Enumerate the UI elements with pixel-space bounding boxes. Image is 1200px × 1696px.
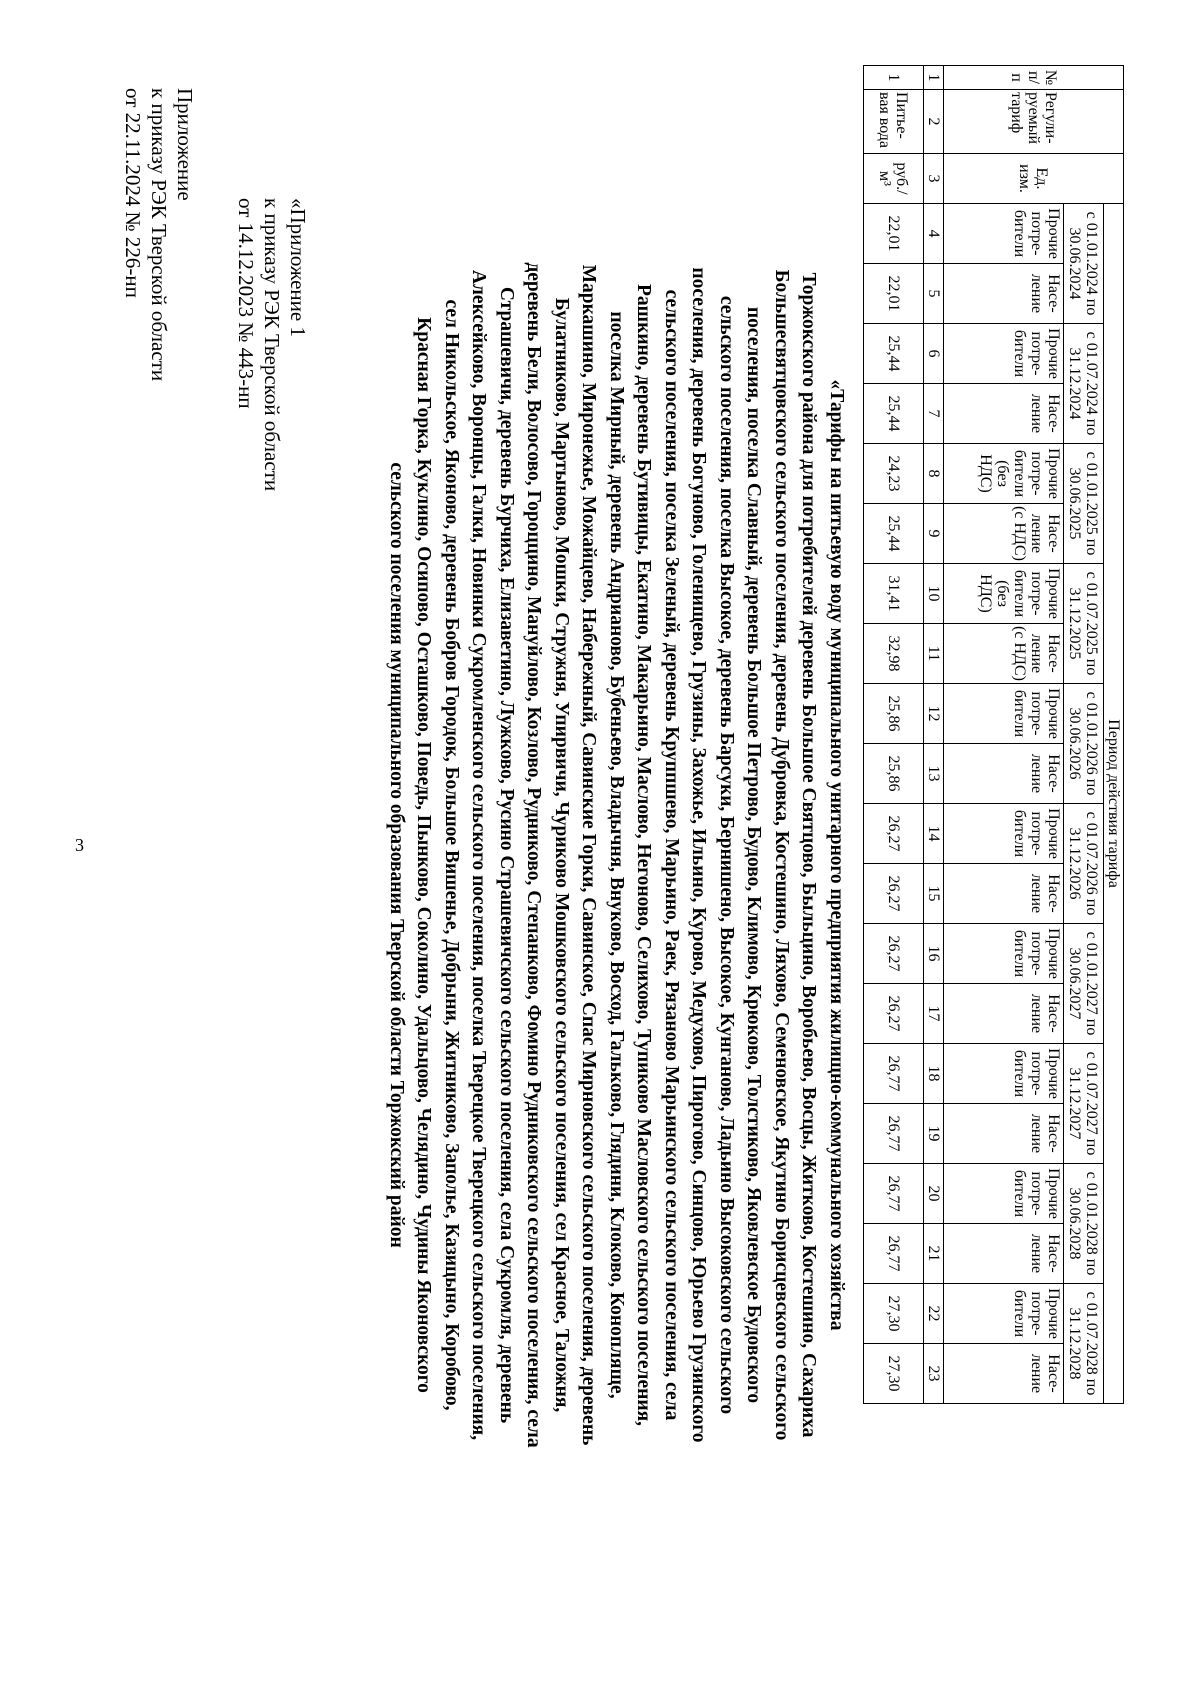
column-number: 1 [924,66,944,90]
column-number: 23 [924,1344,944,1404]
column-number: 5 [924,264,944,324]
title-line: поселения, поселка Славный, деревень Большое Петрово, Будово, Климово, Крюково, Толстиково, Яковлевское Будовского [743,306,765,1404]
column-number: 8 [924,444,944,504]
column-number: 15 [924,864,944,924]
table-row [864,66,924,1404]
appendix-header [120,88,198,381]
column-number: 10 [924,564,944,624]
appendix-line: от 22.11.2024 № 226-нп [121,88,145,298]
column-number: 18 [924,1044,944,1104]
row-number: 1 [864,66,924,90]
column-number: 17 [924,984,944,1044]
header-period: Период действия тарифа [1104,204,1124,1404]
tariff-value: 25,44 [864,324,924,384]
column-number: 14 [924,804,944,864]
title-line: Алексейково, Воронцы, Галки, Новинки Сукромленского сельского поселения, поселка Тверецкое Тверецкого сельского поселения, [468,269,490,1441]
tariff-value: 25,44 [864,384,924,444]
column-number: 13 [924,744,944,804]
document-title [383,215,851,1495]
tariff-value: 22,01 [864,204,924,264]
period-header: с 01.01.2024 по 30.06.2024 [1064,204,1104,324]
title-line: Булатниково, Мартыново, Мошки, Стружня, Упирвичи, Чуриково Мошковского сельского поселения, сел Красное, Таложня, [551,297,572,1413]
subheader-population: Насе-ление [944,1224,1064,1284]
header-num-a: № [1042,69,1059,86]
tariff-value: 26,27 [864,924,924,984]
period-header: с 01.01.2025 по 30.06.2025 [1064,444,1104,564]
title-line: Большесвятцовского сельского поселения, деревень Дубровка, Костешино, Ляхово, Семеновское, Якутино Борисцевского сельского [771,269,792,1441]
period-header: с 01.07.2028 по 31.12.2028 [1064,1284,1104,1404]
tariff-value: 26,77 [864,1164,924,1224]
period-header: с 01.07.2024 по 31.12.2024 [1064,324,1104,444]
subheader-other-no-vat: Прочие потре-бители (без НДС) [944,444,1064,504]
subheader-population: Насе-ление [944,264,1064,324]
title-line: сельского поселения муниципального образования Тверской области Торжокский район [386,462,407,1248]
tariff-value: 22,01 [864,264,924,324]
column-number: 7 [924,384,944,444]
title-line: «Тарифы на питьевую воду муниципального унитарного предприятия жилищно-коммунального хозяйства [826,379,847,1331]
period-header: с 01.07.2026 по 31.12.2026 [1064,804,1104,924]
subheader-other: Прочие потре-бители [944,924,1064,984]
column-number: 2 [924,90,944,154]
column-number: 19 [924,1104,944,1164]
page-number: 3 [75,835,84,855]
subheader-population: Насе-ление [944,744,1064,804]
subheader-other: Прочие потре-бители [944,324,1064,384]
tariff-value: 27,30 [864,1284,924,1344]
column-number: 20 [924,1164,944,1224]
tariff-value: 26,27 [864,804,924,864]
subheader-population-vat: Насе-ление (с НДС) [944,504,1064,564]
tariff-value: 31,41 [864,564,924,624]
period-header: с 01.07.2027 по 31.12.2027 [1064,1044,1104,1164]
title-line: сельского поселения, поселка Высокое, деревень Барсуки, Бернишено, Высокое, Кунганово, Ладьино Высоковского сельского [716,295,737,1415]
row-unit: руб./м³ [864,154,924,204]
appendix-line: «Приложение 1 [286,198,310,337]
subheader-other: Прочие потре-бители [944,684,1064,744]
header-num-b: п/п [1008,70,1042,84]
period-header: с 01.01.2027 по 30.06.2027 [1064,924,1104,1044]
tariff-value: 26,77 [864,1104,924,1164]
appendix-line: от 14.12.2023 № 443-нп [234,198,258,409]
title-line: сел Никольское, Яконово, деревень Бобров Городок, Большое Вишенье, Добрыни, Житниково, Заполье, Казицыно, Коробово, [441,299,462,1411]
tariff-value: 25,86 [864,684,924,744]
period-header: с 01.01.2028 по 30.06.2028 [1064,1164,1104,1284]
subheader-other: Прочие потре-бители [944,804,1064,864]
subheader-population: Насе-ление [944,384,1064,444]
tariff-value: 26,27 [864,984,924,1044]
subheader-population: Насе-ление [944,1104,1064,1164]
column-number: 6 [924,324,944,384]
period-header: с 01.07.2025 по 31.12.2025 [1064,564,1104,684]
appendix-line: Приложение [173,88,197,201]
title-line: Торжокского района для потребителей деревень Большое Святцово, Быльцино, Воробьево, Восцы, Житково, Костешино, Сахариха [798,272,820,1438]
header-unit: Ед. изм. [944,154,1124,204]
subheader-population: Насе-ление [944,864,1064,924]
tariff-value: 32,98 [864,624,924,684]
column-number: 9 [924,504,944,564]
column-number: 11 [924,624,944,684]
column-number-row [924,66,944,1404]
subheader-other: Прочие потре-бители [944,204,1064,264]
tariff-value: 26,77 [864,1044,924,1104]
column-number: 16 [924,924,944,984]
title-line: Страшевичи, деревень Бурчиха, Елизаветино, Лужково, Русино Страшевичского сельского поселения, села Сукромля, деревень [496,286,517,1424]
tariff-value: 26,27 [864,864,924,924]
appendix-line: к приказу РЭК Тверской области [260,198,284,492]
period-header: с 01.01.2026 по 30.06.2026 [1064,684,1104,804]
appendix-line: к приказу РЭК Тверской области [147,88,171,382]
subheader-other: Прочие потре-бители [944,1044,1064,1104]
header-num [944,66,1124,90]
subheader-other-no-vat: Прочие потре-бители (без НДС) [944,564,1064,624]
subheader-population: Насе-ление [944,984,1064,1044]
title-line: сельского поселения, поселка Зеленый, деревень Круппшево, Марьино, Раек, Рязаново Марьинского сельского поселения, села [661,289,682,1421]
title-line: поселения, деревень Богуново, Голенищево, Грузины, Захожье, Ильино, Курово, Медухово, Пирогово, Синцово, Юрьево Грузинского [688,267,710,1443]
column-number: 4 [924,204,944,264]
subheader-population: Насе-ление [944,1344,1064,1404]
subheader-other: Прочие потре-бители [944,1164,1064,1224]
title-line: поселка Мирный, деревень Андрианово, Бубеньево, Владычня, Внуково, Восход, Гальково, Глядини, Клоково, Конопляще, [606,311,627,1399]
tariff-value: 24,23 [864,444,924,504]
column-number: 21 [924,1224,944,1284]
tariff-table [863,65,1124,1404]
tariff-value: 27,30 [864,1344,924,1404]
title-line: Рашкино, деревень Бутивицы, Екатино, Макарьино, Маслово, Негоново, Селихово, Тупиково Масловского сельского поселения, [633,283,655,1427]
column-number: 12 [924,684,944,744]
header-tariff: Регули-руемый тариф [944,90,1124,154]
row-tariff: Питье-вая вода [864,90,924,154]
title-line: деревень Бели, Волосово, Гороццино, Мануйлово, Козлово, Рудниково, Степанково, Фомино Рудниковского сельского поселения, села [523,262,545,1448]
column-number: 22 [924,1284,944,1344]
column-number: 3 [924,154,944,204]
appendix-old-header [233,198,311,491]
subheader-population-vat: Насе-ление (с НДС) [944,624,1064,684]
tariff-value: 25,86 [864,744,924,804]
title-line: Маркашино, Миронежье, Можайцево, Набережный, Савинские Горки, Савинское, Спас Мирновского сельского поселения, деревень [578,264,600,1446]
tariff-value: 25,44 [864,504,924,564]
tariff-value: 26,77 [864,1224,924,1284]
title-line: Красная Горка, Куклино, Осипово, Осташково, Поведь, Пынково, Соколино, Удальцово, Челядино, Чудины Яконовского [413,317,435,1393]
subheader-other: Прочие потре-бители [944,1284,1064,1344]
